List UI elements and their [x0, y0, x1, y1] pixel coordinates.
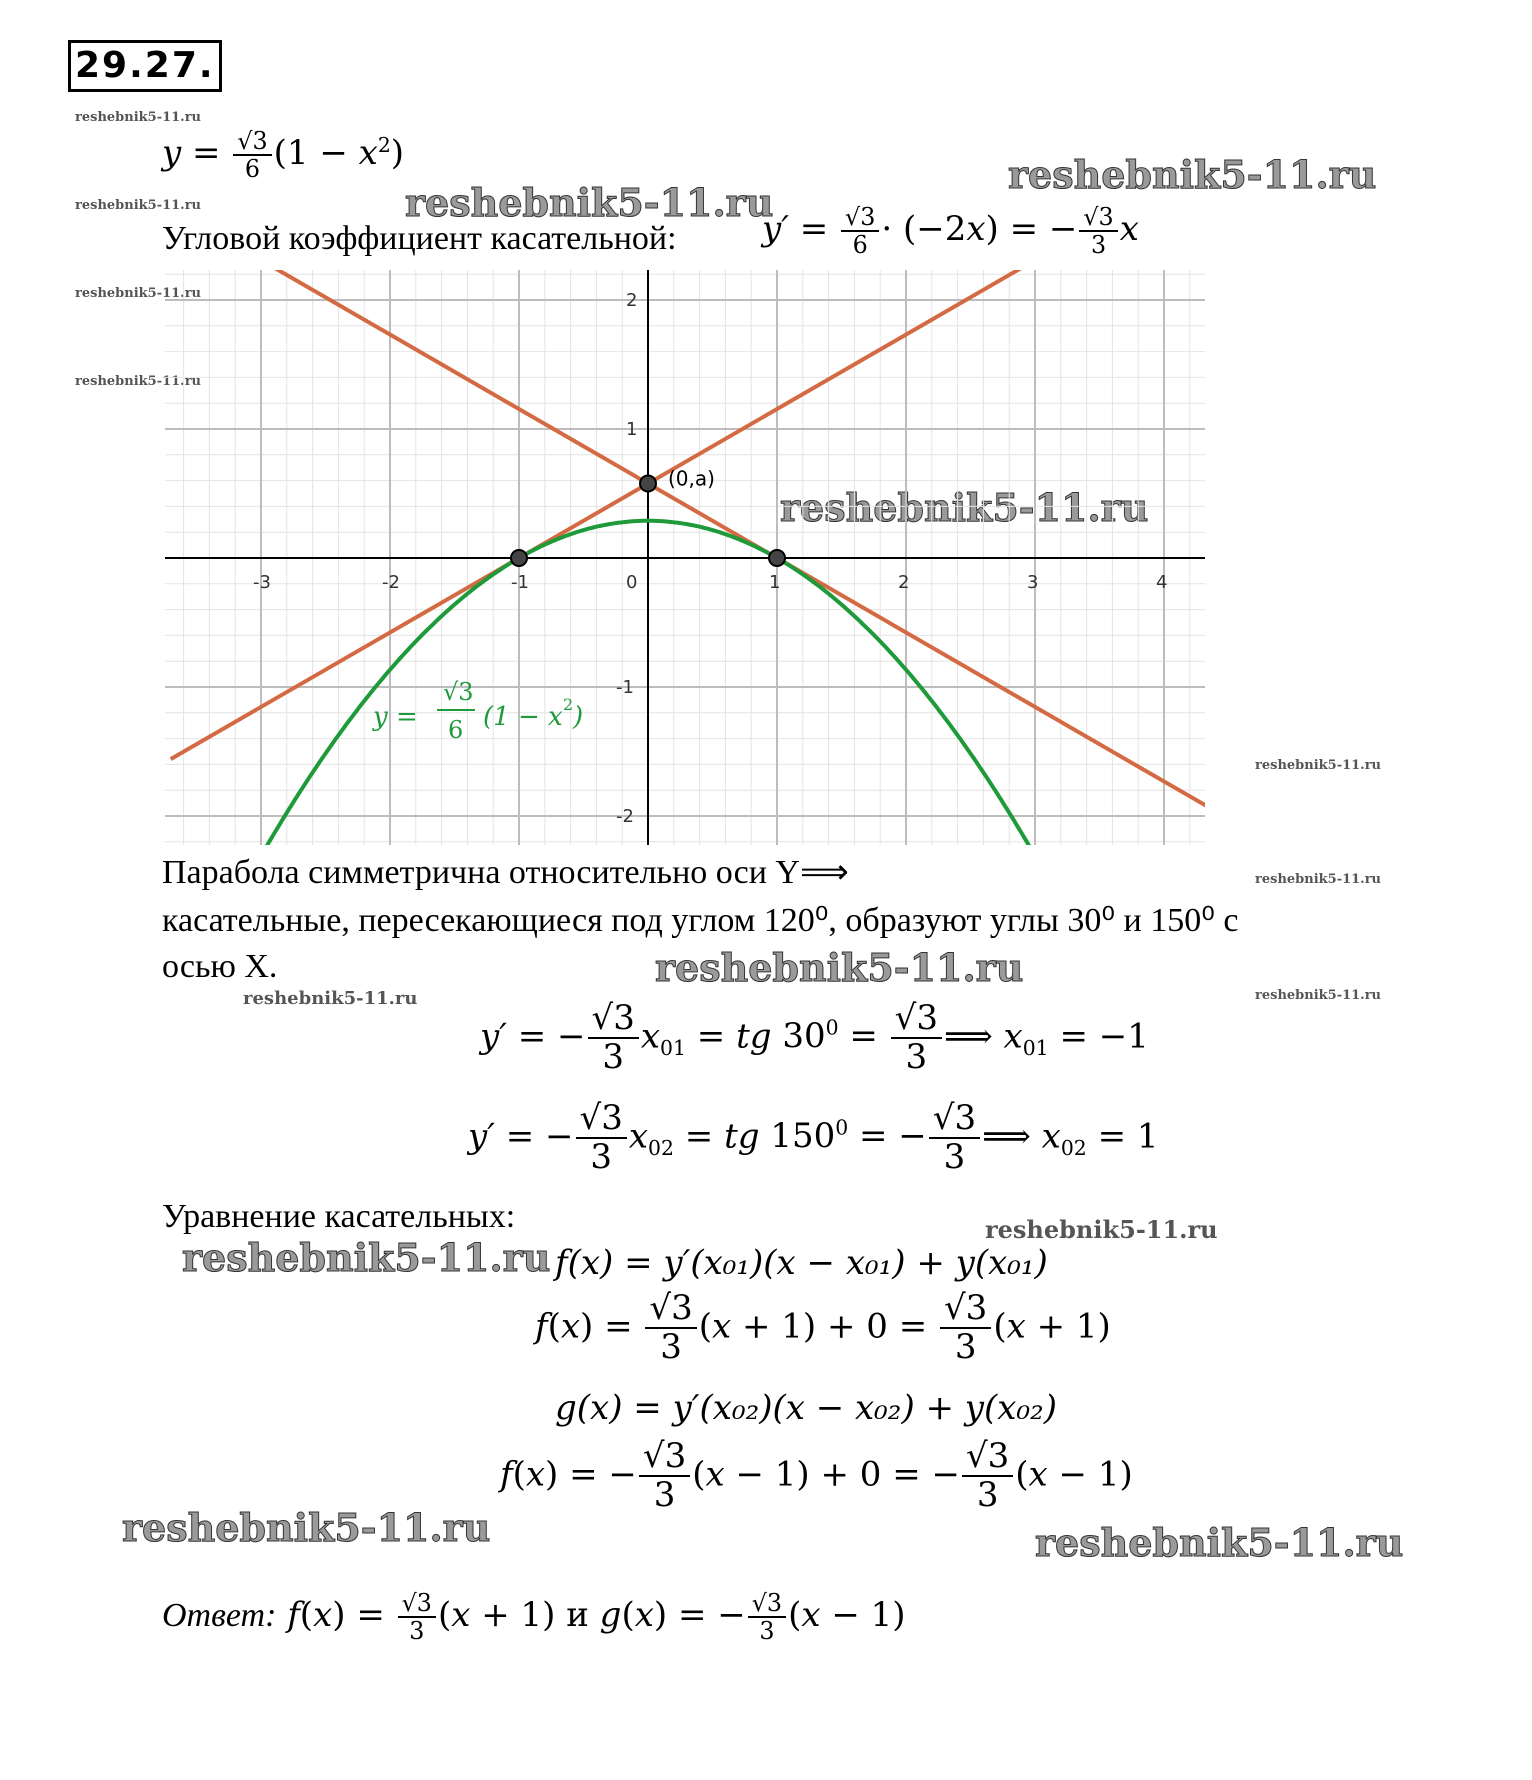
equation-2: y′ = − $\frac{√3}{3}$ $x_{02}$ = tg $150^0$ = − $\frac{√3}{3}$ ⟹ $x_{02} = 1$ — [468, 1098, 1159, 1178]
equation-4: f(x) = $\frac{√3}{3}$ (x + 1) + 0 = $\frac{√3}{3}$ (x + 1) — [535, 1288, 1111, 1368]
point-intersection — [640, 476, 656, 492]
watermark-large: reshebnik5-11.ru — [405, 180, 774, 225]
equation-6: f(x) = − $\frac{√3}{3}$ (x − 1) + 0 = − $\frac{√3}{3}$ (x − 1) — [500, 1436, 1133, 1516]
function-graph — [165, 270, 1205, 845]
watermark-small: reshebnik5-11.ru — [75, 374, 202, 389]
svg-text:(1 − x: (1 − x — [483, 702, 563, 732]
y-tick-label: 1 — [626, 419, 638, 440]
watermark-small: reshebnik5-11.ru — [243, 988, 418, 1009]
x-tick-label: -3 — [253, 572, 271, 593]
svg-text:6: 6 — [448, 716, 464, 744]
x-tick-label: -1 — [511, 572, 529, 593]
point-x-1 — [769, 550, 785, 566]
y-tick-label: 2 — [626, 290, 638, 311]
x-tick-label: 0 — [626, 572, 638, 593]
x-tick-label: -2 — [382, 572, 400, 593]
svg-text:2: 2 — [563, 695, 574, 714]
answer: Ответ: f(x) = $\frac{√3}{3}$ (x + 1) и g(x) = − $\frac{√3}{3}$ (x − 1) — [162, 1589, 906, 1646]
function-definition: y = $\frac{√3}{6}$ $(1 - x^2)$ — [162, 127, 405, 184]
watermark-small: reshebnik5-11.ru — [1255, 988, 1382, 1003]
watermark-small: reshebnik5-11.ru — [1255, 758, 1382, 773]
slope-intro-text: Угловой коэффициент касательной: — [162, 220, 677, 257]
watermark-large: reshebnik5-11.ru — [655, 945, 1024, 990]
paragraph-line-1: Парабола симметрична относительно оси Y⟹ — [162, 854, 849, 891]
point-x-minus-1 — [511, 550, 527, 566]
watermark-large: reshebnik5-11.ru — [122, 1505, 491, 1550]
x-tick-label: 1 — [769, 572, 781, 593]
svg-text:y =: y = — [373, 702, 418, 732]
watermark-large: reshebnik5-11.ru — [1008, 152, 1377, 197]
watermark-large: reshebnik5-11.ru — [182, 1235, 551, 1280]
watermark-small: reshebnik5-11.ru — [75, 286, 202, 301]
x-tick-label: 2 — [898, 572, 910, 593]
parabola-curve — [261, 521, 1032, 845]
x-tick-label: 4 — [1156, 572, 1168, 593]
tangent-line-f — [171, 270, 1205, 759]
equation-3: f(x) = y′(x₀₁)(x − x₀₁) + y(x₀₁) — [555, 1243, 1048, 1283]
watermark-small: reshebnik5-11.ru — [985, 1215, 1218, 1244]
slope-intro — [162, 220, 677, 258]
watermark-small: reshebnik5-11.ru — [75, 198, 202, 213]
watermark-large: reshebnik5-11.ru — [1035, 1520, 1404, 1565]
svg-text:): ) — [573, 702, 584, 732]
y-tick-label: -1 — [616, 677, 634, 698]
point-label: (0,a) — [668, 466, 715, 491]
answer-label: Ответ: — [162, 1597, 277, 1635]
paragraph-line-2: касательные, пересекающиеся под углом 120⁰, образуют углы 30⁰ и 150⁰ с — [162, 902, 1239, 939]
equation-1: y′ = − $\frac{√3}{3}$ $x_{01}$ = tg $30^0$ = $\frac{√3}{3}$ ⟹ $x_{01} = -1$ — [480, 998, 1149, 1078]
y-tick-label: -2 — [616, 806, 634, 827]
slope-formula: y′ = $\frac{√3}{6}$ · (−2x) = − $\frac{√3}{3}$ x — [762, 203, 1139, 260]
svg-text:√3: √3 — [443, 678, 474, 706]
x-tick-label: 3 — [1027, 572, 1039, 593]
watermark-small: reshebnik5-11.ru — [1255, 872, 1382, 887]
watermark-large: reshebnik5-11.ru — [780, 485, 1149, 530]
paragraph-line-3: осью X. — [162, 948, 278, 985]
tangent-heading: Уравнение касательных: — [162, 1198, 516, 1235]
watermark-small: reshebnik5-11.ru — [75, 110, 202, 125]
problem-number: 29.27. — [68, 40, 222, 92]
equation-5: g(x) = y′(x₀₂)(x − x₀₂) + y(x₀₂) — [555, 1388, 1057, 1428]
